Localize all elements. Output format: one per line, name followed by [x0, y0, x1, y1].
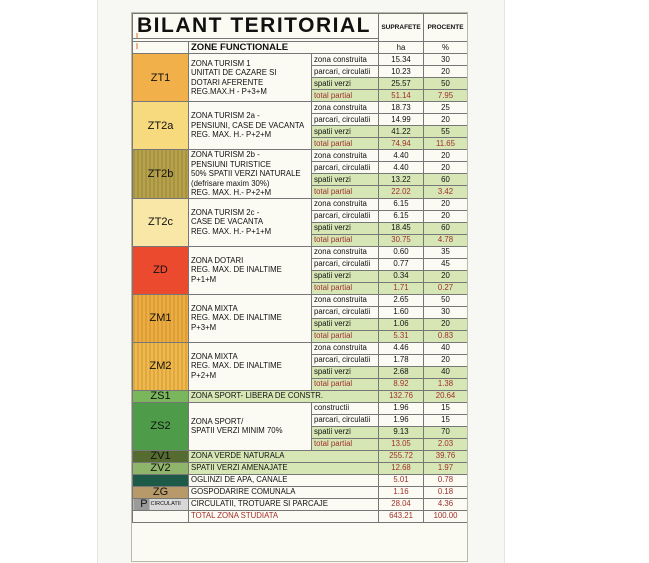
description-line: ZONA DOTARI	[191, 255, 244, 265]
description-line: UNITATI DE CAZARE SI	[191, 68, 277, 77]
row-pct: 11.65	[424, 138, 468, 150]
zone-code-label: ZV1	[150, 450, 171, 462]
row-label: spatii verzi	[312, 270, 379, 282]
row-ha: 0.60	[379, 246, 424, 258]
sub-row	[133, 246, 468, 258]
description-line: ZONA MIXTA	[191, 351, 238, 361]
single-zone-row	[133, 486, 468, 498]
total-row	[133, 510, 468, 522]
zone-code-zt2b: ZT2b	[133, 150, 189, 199]
row-pct: 20	[424, 114, 468, 126]
description-line: ZONA TURISM 2c -	[191, 207, 260, 217]
row-pct: 15	[424, 402, 468, 414]
row-label: zona construita	[312, 198, 379, 210]
sub-row	[133, 294, 468, 306]
description-line: REG. MAX. DE INALTIME P+2+M	[191, 361, 282, 380]
row-ha: 1.60	[379, 306, 424, 318]
zone-description: ZONA SPORT- LIBERA DE CONSTR.	[189, 390, 379, 402]
row-pct: 20	[424, 210, 468, 222]
row-label: spatii verzi	[312, 222, 379, 234]
row-ha: 6.15	[379, 198, 424, 210]
zone-description: OGLINZI DE APA, CANALE	[189, 474, 379, 486]
row-ha: 0.77	[379, 258, 424, 270]
viewer-left-margin	[0, 0, 97, 563]
row-label: spatii verzi	[312, 318, 379, 330]
row-ha: 12.68	[379, 462, 424, 474]
zone-description	[189, 198, 312, 246]
row-pct: 55	[424, 126, 468, 138]
row-ha: 4.46	[379, 342, 424, 354]
row-label: spatii verzi	[312, 174, 379, 186]
row-pct: 0.78	[424, 474, 468, 486]
row-ha: 8.92	[379, 378, 424, 390]
total-description: TOTAL ZONA STUDIATA	[189, 510, 379, 522]
row-ha: 74.94	[379, 138, 424, 150]
row-ha: 30.75	[379, 234, 424, 246]
description-line: SPATII VERZI MINIM 70%	[191, 426, 283, 435]
row-label: parcari, circulatii	[312, 414, 379, 426]
row-ha: 1.16	[379, 486, 424, 498]
row-ha: 4.40	[379, 162, 424, 174]
sub-row	[133, 150, 468, 162]
row-ha: 1.06	[379, 318, 424, 330]
description-line: (defrisare maxim 30%)	[191, 178, 270, 188]
row-pct: 25	[424, 102, 468, 114]
description-line: ZONA MIXTA	[191, 303, 238, 313]
row-label: constructii	[312, 402, 379, 414]
row-ha: 22.02	[379, 186, 424, 198]
row-label: spatii verzi	[312, 126, 379, 138]
zone-description	[189, 402, 312, 450]
row-pct: 40	[424, 366, 468, 378]
description-line: ZONA TURISM 2b -	[191, 150, 260, 159]
header-suprafete: SUPRAFETE	[379, 14, 424, 42]
zone-description	[189, 342, 312, 390]
row-ha: 10.23	[379, 66, 424, 78]
row-ha: 132.76	[379, 390, 424, 402]
row-ha: 28.04	[379, 498, 424, 510]
row-pct: 20	[424, 318, 468, 330]
row-ha: 2.65	[379, 294, 424, 306]
zone-code-zt2a: ZT2a	[133, 102, 189, 150]
row-label: total partial	[312, 186, 379, 198]
description-line: ZONA TURISM 2a -	[191, 111, 260, 121]
description-line: PENSIUNI TURISTICE	[191, 159, 272, 169]
zone-code-zt1: ZT1	[133, 54, 189, 102]
header-zone-functionale: ZONE FUNCTIONALE	[189, 42, 379, 54]
row-label: total partial	[312, 282, 379, 294]
row-pct: 60	[424, 222, 468, 234]
sub-row	[133, 402, 468, 414]
header-ha: ha	[379, 42, 424, 54]
header-procente: PROCENTE	[424, 14, 468, 42]
row-pct: 3.42	[424, 186, 468, 198]
row-pct: 30	[424, 306, 468, 318]
description-line: ZONA TURISM 1	[191, 58, 251, 68]
description-line: REG. MAX. H.- P+2+M	[191, 188, 272, 197]
description-line: DOTARI AFERENTE	[191, 77, 264, 87]
zone-code-label: ZG	[152, 486, 169, 498]
row-ha: 1.71	[379, 282, 424, 294]
row-pct: 20	[424, 270, 468, 282]
row-ha: 2.68	[379, 366, 424, 378]
zone-code-zg	[133, 486, 189, 498]
row-ha: 0.34	[379, 270, 424, 282]
row-pct: 35	[424, 246, 468, 258]
header-pct: %	[424, 42, 468, 54]
zone-description: CIRCULATII, TROTUARE SI PARCAJE	[189, 498, 379, 510]
row-pct: 20	[424, 198, 468, 210]
row-pct: 20	[424, 162, 468, 174]
total-ha: 643.21	[379, 510, 424, 522]
row-ha: 5.31	[379, 330, 424, 342]
row-label: parcari, circulatii	[312, 306, 379, 318]
row-label: parcari, circulatii	[312, 258, 379, 270]
single-zone-row	[133, 462, 468, 474]
description-line: 50% SPATII VERZI NATURALE	[191, 169, 301, 178]
row-label: zona construita	[312, 294, 379, 306]
row-ha: 1.78	[379, 354, 424, 366]
row-label: zona construita	[312, 150, 379, 162]
row-ha: 4.40	[379, 150, 424, 162]
row-label: spatii verzi	[312, 366, 379, 378]
zone-code-zs2: ZS2	[133, 402, 189, 450]
zone-code-label: P	[140, 498, 148, 510]
zone-code-zt2c: ZT2c	[133, 198, 189, 246]
row-ha: 13.05	[379, 438, 424, 450]
row-label: spatii verzi	[312, 78, 379, 90]
zone-code-label: ZV2	[150, 462, 171, 474]
zone-code-zm2: ZM2	[133, 342, 189, 390]
zone-description	[189, 294, 312, 342]
row-label: spatii verzi	[312, 426, 379, 438]
title-row	[133, 14, 468, 39]
row-ha: 25.57	[379, 78, 424, 90]
row-label: zona construita	[312, 54, 379, 66]
row-label: total partial	[312, 330, 379, 342]
total-code-cell	[133, 510, 189, 522]
zone-description	[189, 150, 312, 199]
viewer-right-margin	[503, 0, 649, 563]
description-line: CASE DE VACANTA	[191, 217, 264, 227]
zone-code-zd: ZD	[133, 246, 189, 294]
row-pct: 15	[424, 414, 468, 426]
description-line: PENSIUNI, CASE DE VACANTA	[191, 120, 305, 130]
description-line: REG. MAX. DE INALTIME P+1+M	[191, 265, 282, 284]
zone-description: GOSPODARIRE COMUNALA	[189, 486, 379, 498]
row-pct: 60	[424, 174, 468, 186]
row-pct: 0.83	[424, 330, 468, 342]
zone-code-apa	[133, 474, 189, 486]
row-pct: 1.38	[424, 378, 468, 390]
zone-code-zs1: ZS1	[133, 390, 189, 402]
row-ha: 13.22	[379, 174, 424, 186]
header-row	[133, 42, 468, 54]
zone-description	[189, 246, 312, 294]
row-ha: 6.15	[379, 210, 424, 222]
description-line: REG. MAX. H.- P+2+M	[191, 130, 272, 140]
row-pct: 0.18	[424, 486, 468, 498]
row-pct: 30	[424, 54, 468, 66]
description-line: ZONA SPORT/	[191, 416, 244, 426]
zone-description: SPATII VERZI AMENAJATE	[189, 462, 379, 474]
row-ha: 41.22	[379, 126, 424, 138]
row-pct: 20	[424, 150, 468, 162]
row-ha: 18.45	[379, 222, 424, 234]
row-label: total partial	[312, 90, 379, 102]
zone-code-p	[133, 498, 189, 510]
bilant-sheet	[131, 12, 468, 562]
description-line: REG. MAX. DE INALTIME P+3+M	[191, 313, 282, 332]
page-title: BILANT TERITORIAL	[133, 14, 379, 39]
row-pct: 45	[424, 258, 468, 270]
description-line: REG.MAX.H - P+3+M	[191, 87, 267, 96]
zone-description	[189, 102, 312, 150]
row-label: zona construita	[312, 102, 379, 114]
row-label: zona construita	[312, 246, 379, 258]
row-label: parcari, circulatii	[312, 210, 379, 222]
zone-code-zv2	[133, 462, 189, 474]
row-ha: 5.01	[379, 474, 424, 486]
row-ha: 14.99	[379, 114, 424, 126]
row-ha: 1.96	[379, 402, 424, 414]
description-line: REG. MAX. H.- P+1+M	[191, 226, 272, 236]
row-label: total partial	[312, 438, 379, 450]
row-pct: 20	[424, 66, 468, 78]
single-zone-row	[133, 474, 468, 486]
row-pct: 70	[424, 426, 468, 438]
row-label: parcari, circulatii	[312, 66, 379, 78]
zone-row-zs1	[133, 390, 468, 402]
document-page	[97, 0, 505, 563]
total-pct: 100.00	[424, 510, 468, 522]
row-label: parcari, circulatii	[312, 354, 379, 366]
row-label: total partial	[312, 138, 379, 150]
single-zone-row	[133, 450, 468, 462]
row-ha: 9.13	[379, 426, 424, 438]
row-label: zona construita	[312, 342, 379, 354]
zone-description	[189, 54, 312, 102]
row-ha: 255.72	[379, 450, 424, 462]
sub-row	[133, 54, 468, 66]
row-ha: 51.14	[379, 90, 424, 102]
row-ha: 18.73	[379, 102, 424, 114]
row-ha: 1.96	[379, 414, 424, 426]
row-pct: 39.76	[424, 450, 468, 462]
single-zone-row	[133, 498, 468, 510]
row-label: parcari, circulatii	[312, 162, 379, 174]
row-pct: 7.95	[424, 90, 468, 102]
row-pct: 1.97	[424, 462, 468, 474]
zone-code-extra: CIRCULATII	[150, 501, 181, 508]
row-pct: 2.03	[424, 438, 468, 450]
sub-row	[133, 342, 468, 354]
row-pct: 50	[424, 78, 468, 90]
row-pct: 4.36	[424, 498, 468, 510]
row-ha: 15.34	[379, 54, 424, 66]
zone-code-zm1: ZM1	[133, 294, 189, 342]
row-pct: 40	[424, 342, 468, 354]
row-pct: 20	[424, 354, 468, 366]
row-pct: 4.78	[424, 234, 468, 246]
sub-row	[133, 102, 468, 114]
sub-row	[133, 198, 468, 210]
bilant-table	[132, 13, 468, 523]
zone-code-zv1	[133, 450, 189, 462]
row-label: total partial	[312, 234, 379, 246]
row-label: total partial	[312, 378, 379, 390]
zone-description: ZONA VERDE NATURALA	[189, 450, 379, 462]
row-pct: 20.64	[424, 390, 468, 402]
row-pct: 0.27	[424, 282, 468, 294]
row-pct: 50	[424, 294, 468, 306]
row-label: parcari, circulatii	[312, 114, 379, 126]
